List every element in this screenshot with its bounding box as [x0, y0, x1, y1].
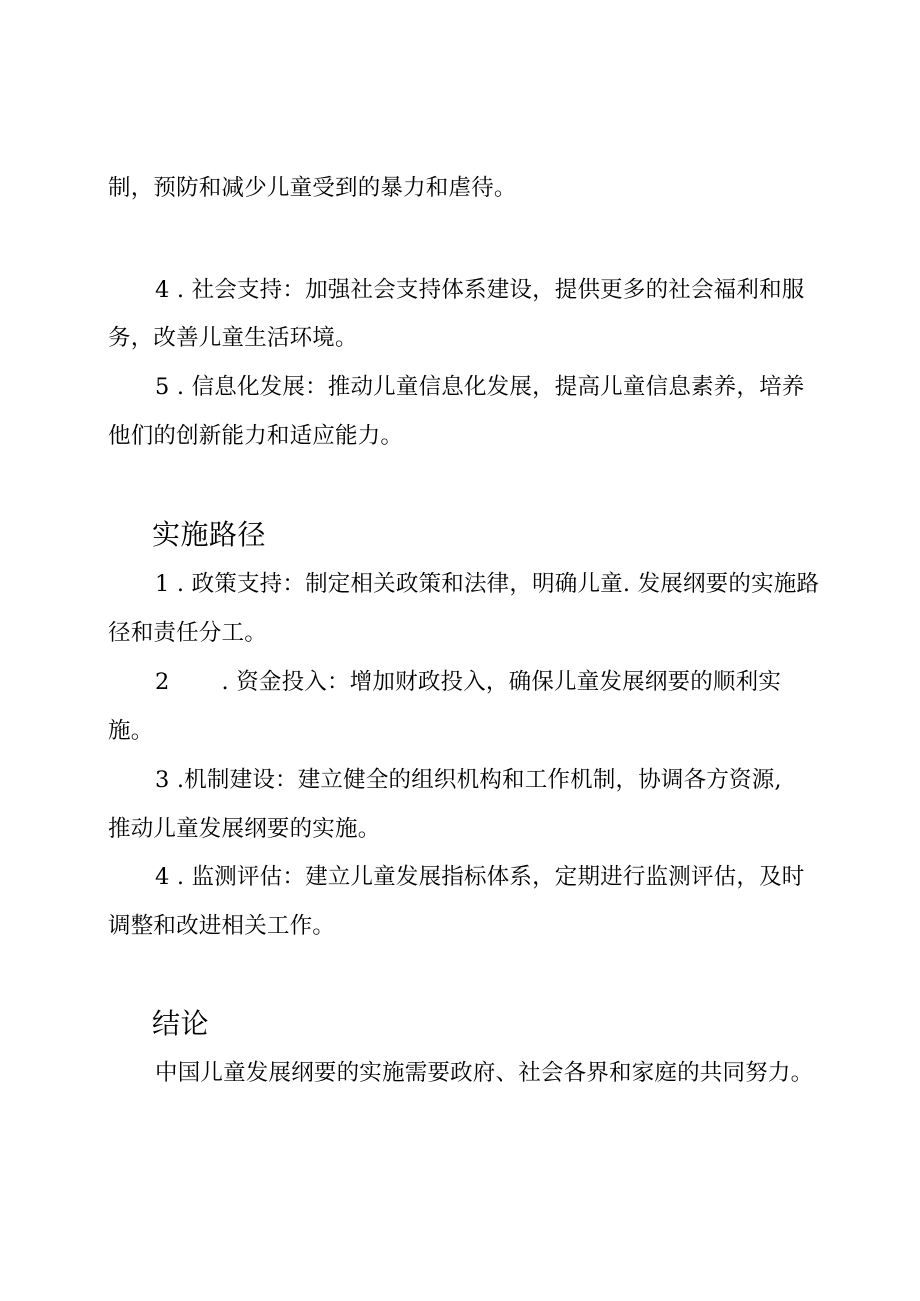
- policy-support-line-1: 1 . 政策支持：制定相关政策和法律，明确儿童. 发展纲要的实施路: [155, 571, 820, 597]
- mechanism-line-2: 推动儿童发展纲要的实施。: [108, 816, 381, 842]
- social-support-line-2: 务，改善儿童生活环境。: [108, 325, 358, 351]
- policy-support-line-2: 径和责任分工。: [108, 620, 267, 646]
- funding-text: . 资金投入：增加财政投入，确保儿童发展纲要的顺利实: [221, 669, 782, 695]
- informatization-line-1: 5 . 信息化发展：推动儿童信息化发展，提高儿童信息素养，培养: [155, 374, 805, 400]
- informatization-line-2: 他们的创新能力和适应能力。: [108, 423, 404, 449]
- continuation-text: 制，预防和减少儿童受到的暴力和虐待。: [108, 175, 517, 201]
- conclusion-text: 中国儿童发展纲要的实施需要政府、社会各界和家庭的共同努力。: [155, 1060, 814, 1086]
- social-support-line-1: 4 . 社会支持：加强社会支持体系建设，提供更多的社会福利和服: [155, 277, 805, 303]
- funding-line-2: 施。: [108, 718, 154, 744]
- implementation-heading: 实施路径: [152, 518, 267, 551]
- conclusion-heading: 结论: [152, 1007, 210, 1040]
- mechanism-line-1: 3 .机制建设：建立健全的组织机构和工作机制，协调各方资源,: [155, 767, 782, 793]
- funding-line-1: [155, 667, 781, 697]
- monitoring-line-1: 4 . 监测评估：建立儿童发展指标体系，定期进行监测评估，及时: [155, 864, 805, 890]
- funding-number: 2: [155, 669, 170, 695]
- monitoring-line-2: 调整和改进相关工作。: [108, 913, 336, 939]
